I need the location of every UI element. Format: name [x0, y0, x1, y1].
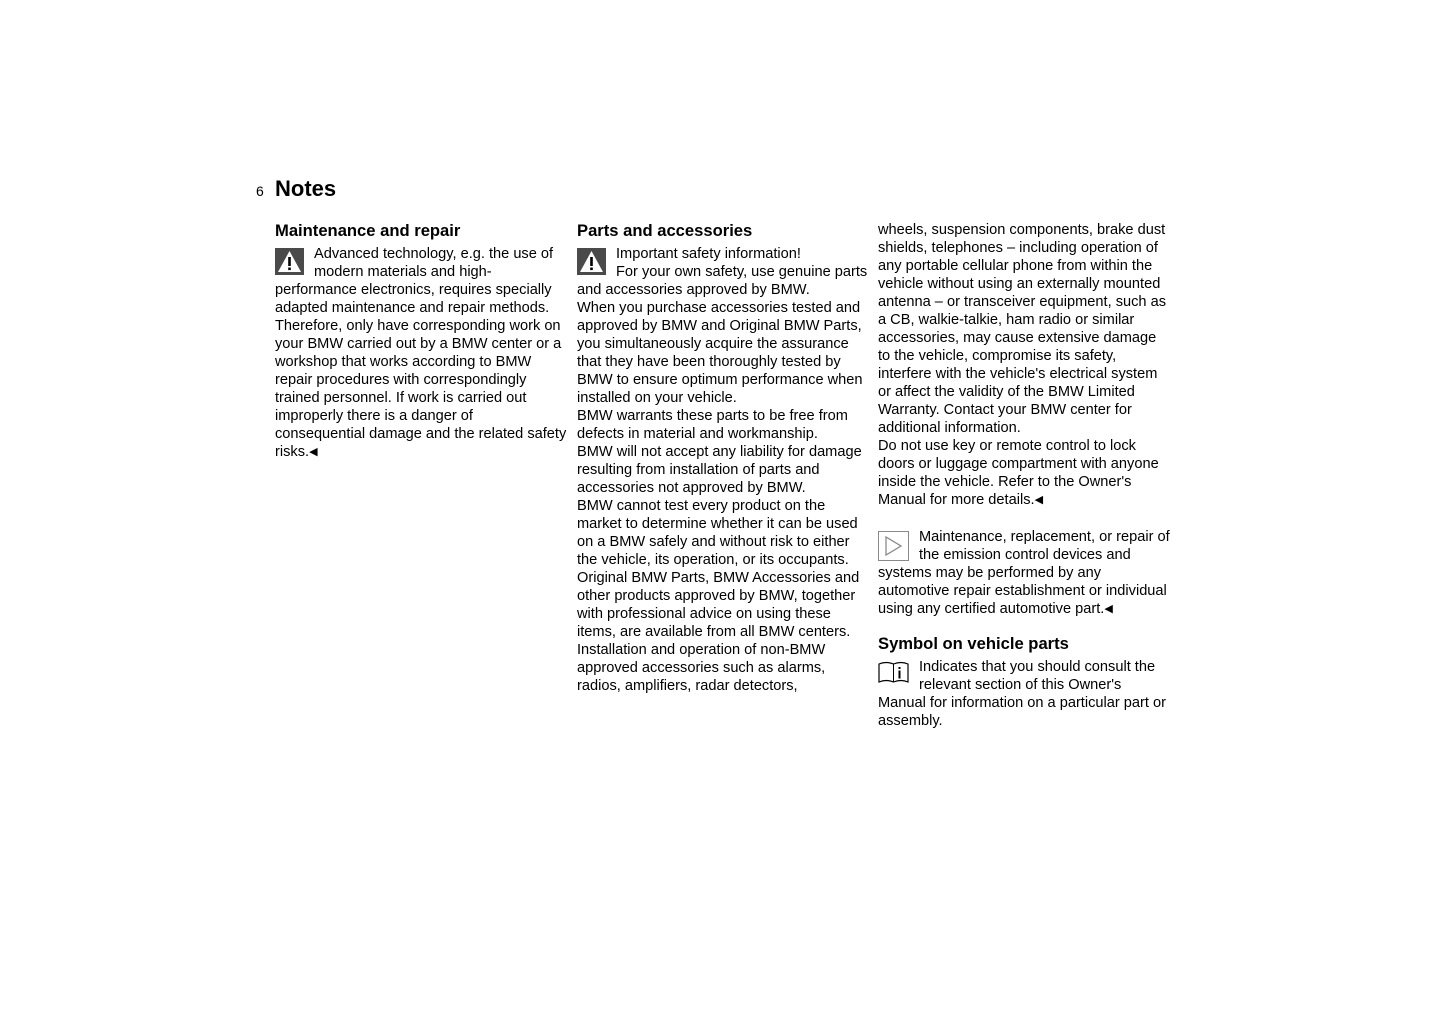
parts-paragraph-6: Original BMW Parts, BMW Accessories and other products approved by BMW, together with professional advice on using these items, are available from all BMW centers.: [577, 570, 860, 640]
end-mark-icon: ◀: [1104, 603, 1113, 615]
manual-info-icon: [878, 661, 909, 685]
parts-paragraph-1: For your own safety, use genuine parts and accessories approved by BMW.: [577, 264, 868, 298]
warning-icon: [275, 248, 304, 275]
emission-text: Maintenance, replacement, or repair of the emission control devices and systems may be performed by any automotive repair establishment or individual using any certified automotive part.: [878, 529, 1170, 617]
page-title: Notes: [275, 176, 337, 201]
maintenance-heading: Maintenance and repair: [275, 221, 461, 240]
page-number: 6: [256, 183, 264, 199]
parts-paragraph-5: BMW cannot test every product on the market to determine whether it can be used on a BMW safely and without risk to either the vehicle, its operation, or its occupants.: [577, 498, 858, 568]
parts-continued: [878, 220, 1170, 730]
parts-section: [577, 220, 869, 695]
parts-important: Important safety information!: [616, 246, 801, 262]
parts-heading: Parts and accessories: [577, 221, 753, 240]
parts-paragraph-3: BMW warrants these parts to be free from defects in material and workmanship.: [577, 408, 848, 442]
note-arrow-icon: [878, 531, 909, 561]
parts-paragraph-7: Installation and operation of non-BMW approved accessories such as alarms, radios, amplifiers, radar detectors,: [577, 642, 826, 694]
parts-paragraph-4: BMW will not accept any liability for damage resulting from installation of parts and accessories not approved by BMW.: [577, 444, 862, 496]
end-mark-icon: ◀: [309, 446, 318, 458]
maintenance-text: Advanced technology, e.g. the use of modern materials and high-performance electronics, requires specially adapted maintenance and repair methods. Therefore, only have corresponding work on your BMW carried out by a BMW center or a workshop that works according to BMW repair procedures with correspondingly trained personnel. If work is carried out improperly there is a danger of consequential damage and the related safety risks.: [275, 246, 567, 460]
parts-paragraph-2: When you purchase accessories tested and approved by BMW and Original BMW Parts, you simultaneously acquire the assurance that they have been thoroughly tested by BMW to ensure optimum performance when installed on your vehicle.: [577, 300, 863, 406]
warning-icon: [577, 248, 606, 275]
symbol-heading: Symbol on vehicle parts: [878, 634, 1069, 653]
parts-paragraph-7-continued: wheels, suspension components, brake dust shields, telephones – including operation of any portable cellular phone from within the vehicle without using an externally mounted antenna – or transceiver equipment, such as a CB, walkie-talkie, ham radio or similar accessories, may cause extensive damage to the vehicle, compromise its safety, interfere with the vehicle's electrical system or affect the validity of the BMW Limited Warranty. Contact your BMW center for additional information.: [878, 222, 1166, 436]
symbol-text: Indicates that you should consult the relevant section of this Owner's Manual for information on a particular part or assembly.: [878, 659, 1166, 729]
parts-paragraph-8: Do not use key or remote control to lock doors or luggage compartment with anyone inside the vehicle. Refer to the Owner's Manual for more details.: [878, 438, 1159, 508]
maintenance-section: [275, 220, 567, 462]
end-mark-icon: ◀: [1034, 494, 1044, 506]
